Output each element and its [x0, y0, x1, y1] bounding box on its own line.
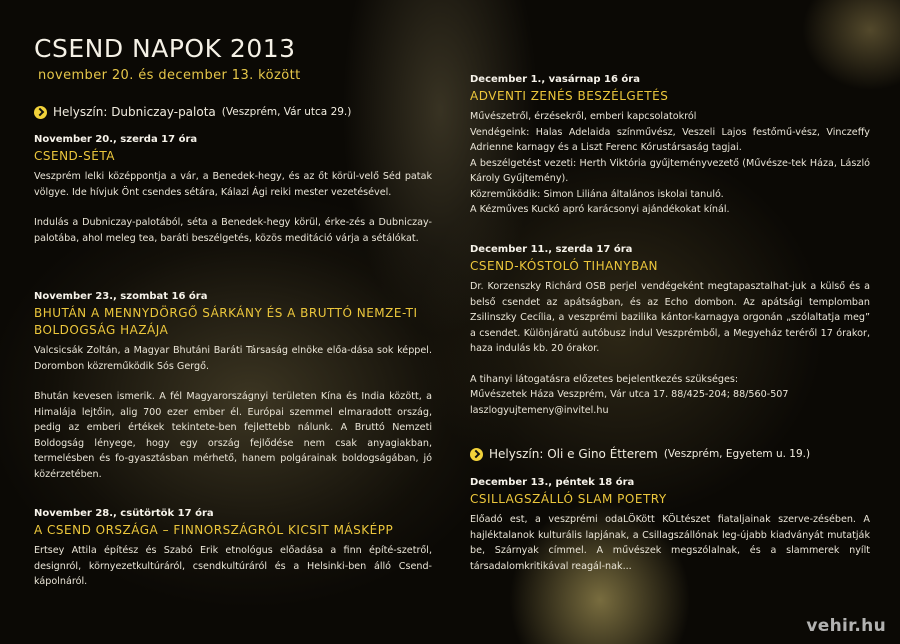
- event-description: [34, 169, 432, 246]
- event-title: ADVENTI ZENÉS BESZÉLGETÉS: [470, 89, 669, 103]
- event-description: [470, 512, 870, 574]
- event-date: November 23., szombat 16 óra: [34, 291, 208, 302]
- event-title: A CSEND ORSZÁGA – FINNORSZÁGRÓL KICSIT MÁSKÉPP: [34, 523, 394, 537]
- event-nov20: [34, 134, 432, 246]
- event-paragraph: Művészetek Háza Veszprém, Vár utca 17. 88/425-204; 88/560-507: [470, 389, 789, 400]
- location-address: (Veszprém, Vár utca 29.): [221, 106, 352, 118]
- event-title: CSEND-SÉTA: [34, 149, 115, 163]
- event-paragraph: Ertsey Attila építész és Szabó Erik etnológus előadása a finn építé-szetről, designról, környezetkultúráról, csendkultúráról és a Helsinki-ben álló Csend-kápolnáról.: [34, 545, 432, 587]
- event-date: December 11., szerda 17 óra: [470, 244, 633, 255]
- event-paragraph: Vendégeink: Halas Adelaida színművész, Veszeli Lajos festőmű-vész, Vinczeffy Adrienne karnagy és a Liszt Ferenc Kórustársaság tagjai.: [470, 126, 870, 153]
- event-title: BHUTÁN A MENNYDÖRGŐ SÁRKÁNY ÉS A BRUTTÓ NEMZE-TI BOLDOGSÁG HAZÁJA: [34, 306, 418, 337]
- event-paragraph: Valcsicsák Zoltán, a Magyar Bhutáni Baráti Társaság elnöke előa-dása sok képpel. Dorombon közreműködik Sós Gergő.: [34, 345, 432, 372]
- event-dec13: [470, 477, 870, 574]
- event-paragraph: Bhután kevesen ismerik. A fél Magyarországnyi területen Kína és India között, a Himalája lejtőin, alig 700 ezer ember él. Európai szemmel elmaradott ország, pedig az emberi értékek tekintete-ben fejlettebb nálunk. A Bruttó Nemzeti Boldogság lényege, hogy egy ország fejlődése nem csak anyagiakban, termelésben és fo-gyasztásban mérhető, hanem polgárainak boldogságában, jó közérzetében.: [34, 391, 432, 480]
- event-description: [34, 343, 432, 482]
- event-date: December 13., péntek 18 óra: [470, 477, 635, 488]
- location-label: Helyszín: Dubniczay-palota: [53, 105, 216, 119]
- event-date: December 1., vasárnap 16 óra: [470, 74, 640, 85]
- event-description: [470, 109, 870, 218]
- event-description: [470, 279, 870, 418]
- location-address: (Veszprém, Egyetem u. 19.): [663, 448, 811, 460]
- event-paragraph: A Kézműves Kuckó apró karácsonyi ajándékokat kínál.: [470, 204, 730, 215]
- arrow-right-icon: [34, 106, 47, 119]
- event-title: CSILLAGSZÁLLÓ SLAM POETRY: [470, 492, 667, 506]
- event-paragraph: Közreműködik: Simon Liliána általános iskolai tanuló.: [470, 188, 724, 200]
- event-paragraph: Dr. Korzenszky Richárd OSB perjel vendégeként megtapasztalhat-juk a külső és a belső csendet az apátságban, és az Echo dombon. Az apátsági templomban Zsilinszky Cecília, a veszprémi bazilika kántor-karnagya orgonán „szólaltatja meg” a csendet. Különjáratú autóbusz indul Veszprémből, a Megyeház teréről 17 órakor, haza indulás kb. 20 órakor.: [470, 281, 870, 354]
- event-date: November 20., szerda 17 óra: [34, 134, 198, 145]
- event-paragraph: Veszprém lelki középpontja a vár, a Benedek-hegy, és az őt körül-velő Séd patak völgye. Ide hívjuk Önt csendes sétára, Kálazi Ági reiki mester vezetésével.: [34, 171, 432, 198]
- event-dec1: [470, 74, 870, 218]
- event-paragraph: Indulás a Dubniczay-palotából, séta a Benedek-hegy körül, érke-zés a Dubniczay-palotába, ahol meleg tea, baráti beszélgetés, közös meditáció várja a sétálókat.: [34, 217, 432, 244]
- event-title: CSEND-KÓSTOLÓ TIHANYBAN: [470, 259, 659, 273]
- watermark-logo: vehir.hu: [806, 616, 886, 636]
- event-description: [34, 543, 432, 590]
- event-paragraph: A tihanyi látogatásra előzetes bejelentkezés szükséges:: [470, 373, 739, 385]
- event-nov23: [34, 291, 432, 482]
- event-date: November 28., csütörtök 17 óra: [34, 508, 214, 519]
- event-paragraph: Előadó est, a veszprémi odaLÖKött KÖLtészet fiataljainak szerve-zésében. A hajléktalanok kulturális lapjának, a Csillagszállónak leg-újabb kiadványát mutatják be, Szárnyak címmel. A művészek megszólalnak, és a slammerek nyílt társadalomkritikával reagál-nak...: [470, 514, 870, 572]
- event-contact-email[interactable]: laszlogyujtemeny@invitel.hu: [470, 404, 609, 416]
- event-paragraph: Művészetről, érzésekről, emberi kapcsolatokról: [470, 111, 697, 122]
- page-subtitle: november 20. és december 13. között: [38, 68, 301, 83]
- location-dubniczay: [34, 105, 351, 119]
- event-nov28: [34, 508, 432, 590]
- location-oli-gino: [470, 447, 810, 461]
- event-paragraph: A beszélgetést vezeti: Herth Viktória gyűjteményvezető (Művésze-tek Háza, László Károly Gyűjtemény).: [470, 157, 870, 184]
- location-label: Helyszín: Oli e Gino Étterem: [489, 447, 658, 461]
- arrow-right-icon: [470, 448, 483, 461]
- page-title: CSEND NAPOK 2013: [34, 34, 296, 63]
- event-dec11: [470, 244, 870, 418]
